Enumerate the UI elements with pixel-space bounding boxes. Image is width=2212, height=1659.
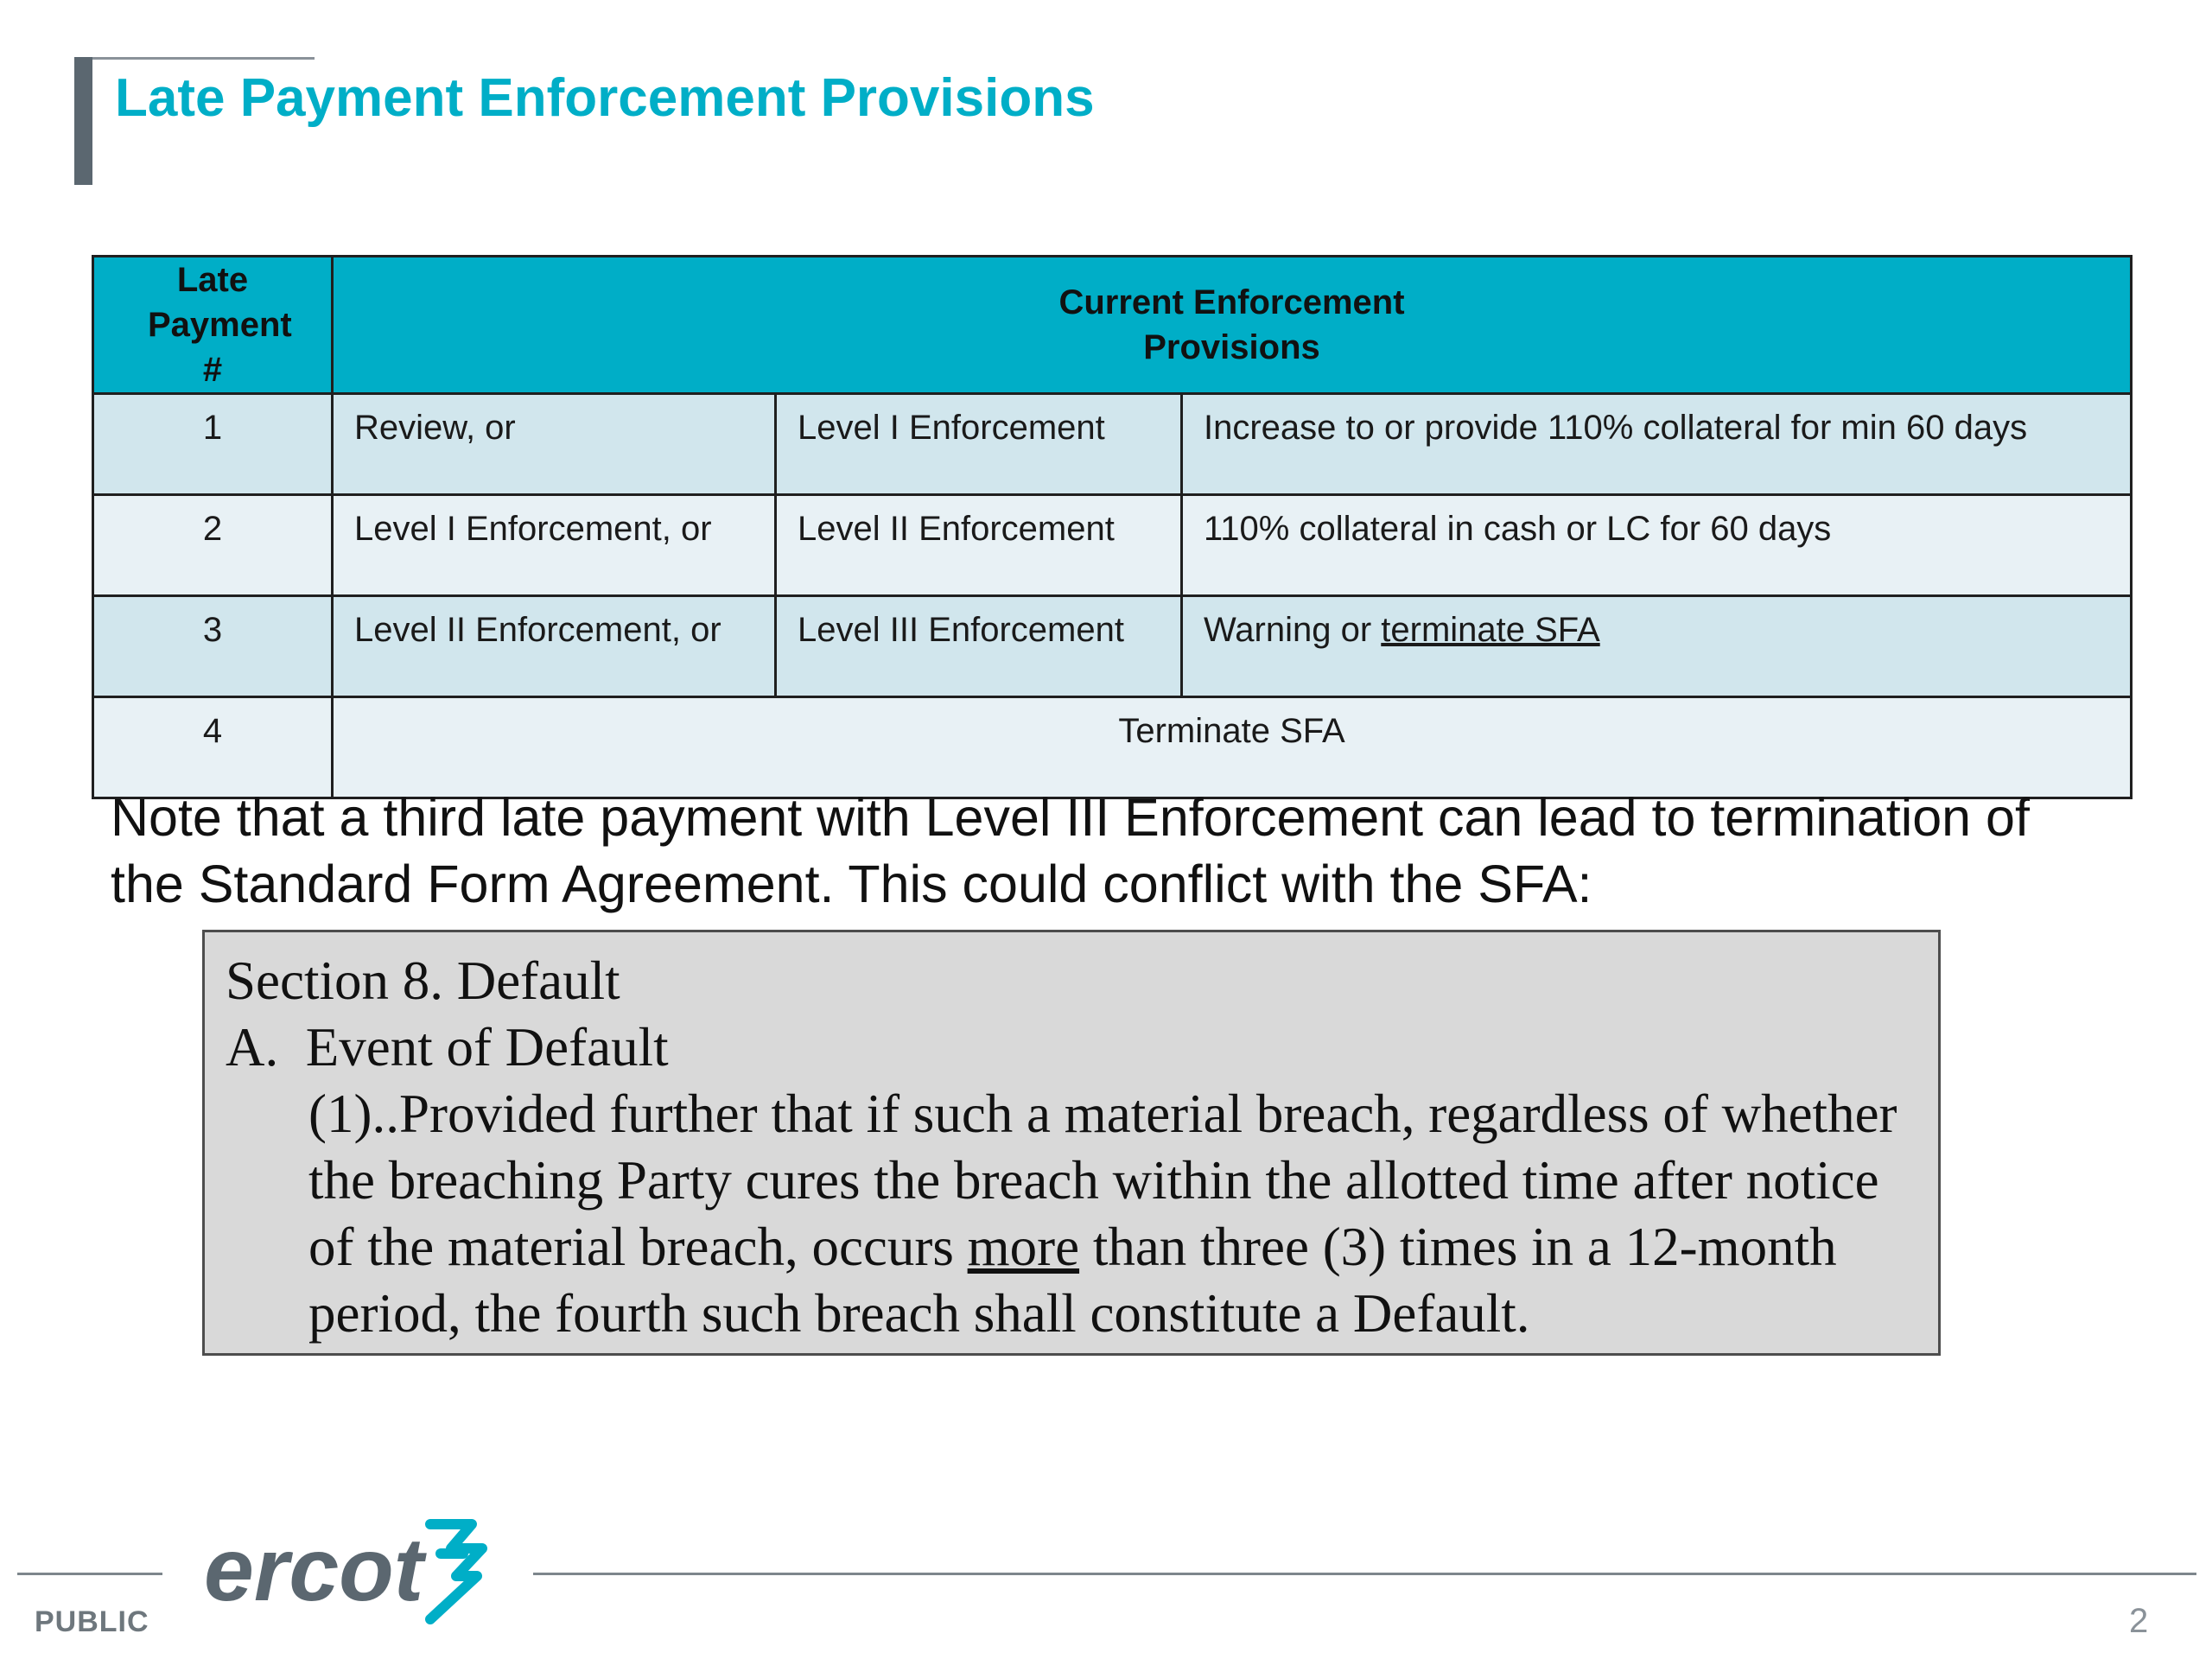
provision-text: Warning or [1204, 611, 1382, 649]
table-row [93, 697, 2132, 798]
cell-terminate-sfa: Terminate SFA [333, 697, 2132, 798]
subsection-heading: A. Event of Default [226, 1017, 669, 1077]
cell-late-payment-number: 3 [93, 596, 333, 697]
enforcement-table [92, 255, 2133, 799]
sfa-excerpt-box [202, 930, 1941, 1356]
cell-option-2: Level II Enforcement [776, 495, 1182, 596]
more-underlined: more [967, 1217, 1080, 1277]
ercot-logo [204, 1514, 489, 1626]
sfa-paragraph [226, 1081, 1917, 1347]
footer-rule-right [533, 1573, 2196, 1575]
sfa-paragraph-text: (1)..Provided further that if such a material breach, regardless of whether the breaching Party cures the breach within the allotted time after notice of the material breach, occurs [308, 1084, 1897, 1277]
cell-provision: Increase to or provide 110% collateral for min 60 days [1182, 394, 2132, 495]
sfa-paragraph-text-end: than three (3) times in a 12-month period, the fourth such breach shall constitute a Default. [308, 1217, 1837, 1344]
cell-late-payment-number: 1 [93, 394, 333, 495]
section-heading: Section 8. Default [226, 950, 620, 1011]
logo-wordmark: ercot [204, 1520, 424, 1620]
page-title: Late Payment Enforcement Provisions [115, 68, 1095, 128]
footer-rule-left [17, 1573, 162, 1575]
classification-label: PUBLIC [35, 1605, 149, 1638]
cell-provision: 110% collateral in cash or LC for 60 days [1182, 495, 2132, 596]
header-late-payment: Late Payment # [93, 257, 333, 394]
terminate-sfa-underlined: terminate SFA [1381, 611, 1600, 649]
cell-late-payment-number: 4 [93, 697, 333, 798]
cell-option-1: Review, or [333, 394, 776, 495]
header-enforcement-provisions: Current Enforcement Provisions [333, 257, 2132, 394]
table-row [93, 394, 2132, 495]
table-row [93, 596, 2132, 697]
table-header-row [93, 257, 2132, 394]
cell-option-2: Level I Enforcement [776, 394, 1182, 495]
title-accent-bar [74, 57, 92, 185]
title-accent-line [74, 57, 315, 60]
table-row [93, 495, 2132, 596]
cell-option-1: Level II Enforcement, or [333, 596, 776, 697]
note-paragraph: Note that a third late payment with Level III Enforcement can lead to termination of the Standard Form Agreement. This could conflict with the SFA: [111, 788, 2030, 913]
cell-option-1: Level I Enforcement, or [333, 495, 776, 596]
page-number: 2 [2129, 1602, 2149, 1640]
cell-provision [1182, 596, 2132, 697]
cell-late-payment-number: 2 [93, 495, 333, 596]
cell-option-2: Level III Enforcement [776, 596, 1182, 697]
logo-bolt-icon [430, 1524, 482, 1619]
